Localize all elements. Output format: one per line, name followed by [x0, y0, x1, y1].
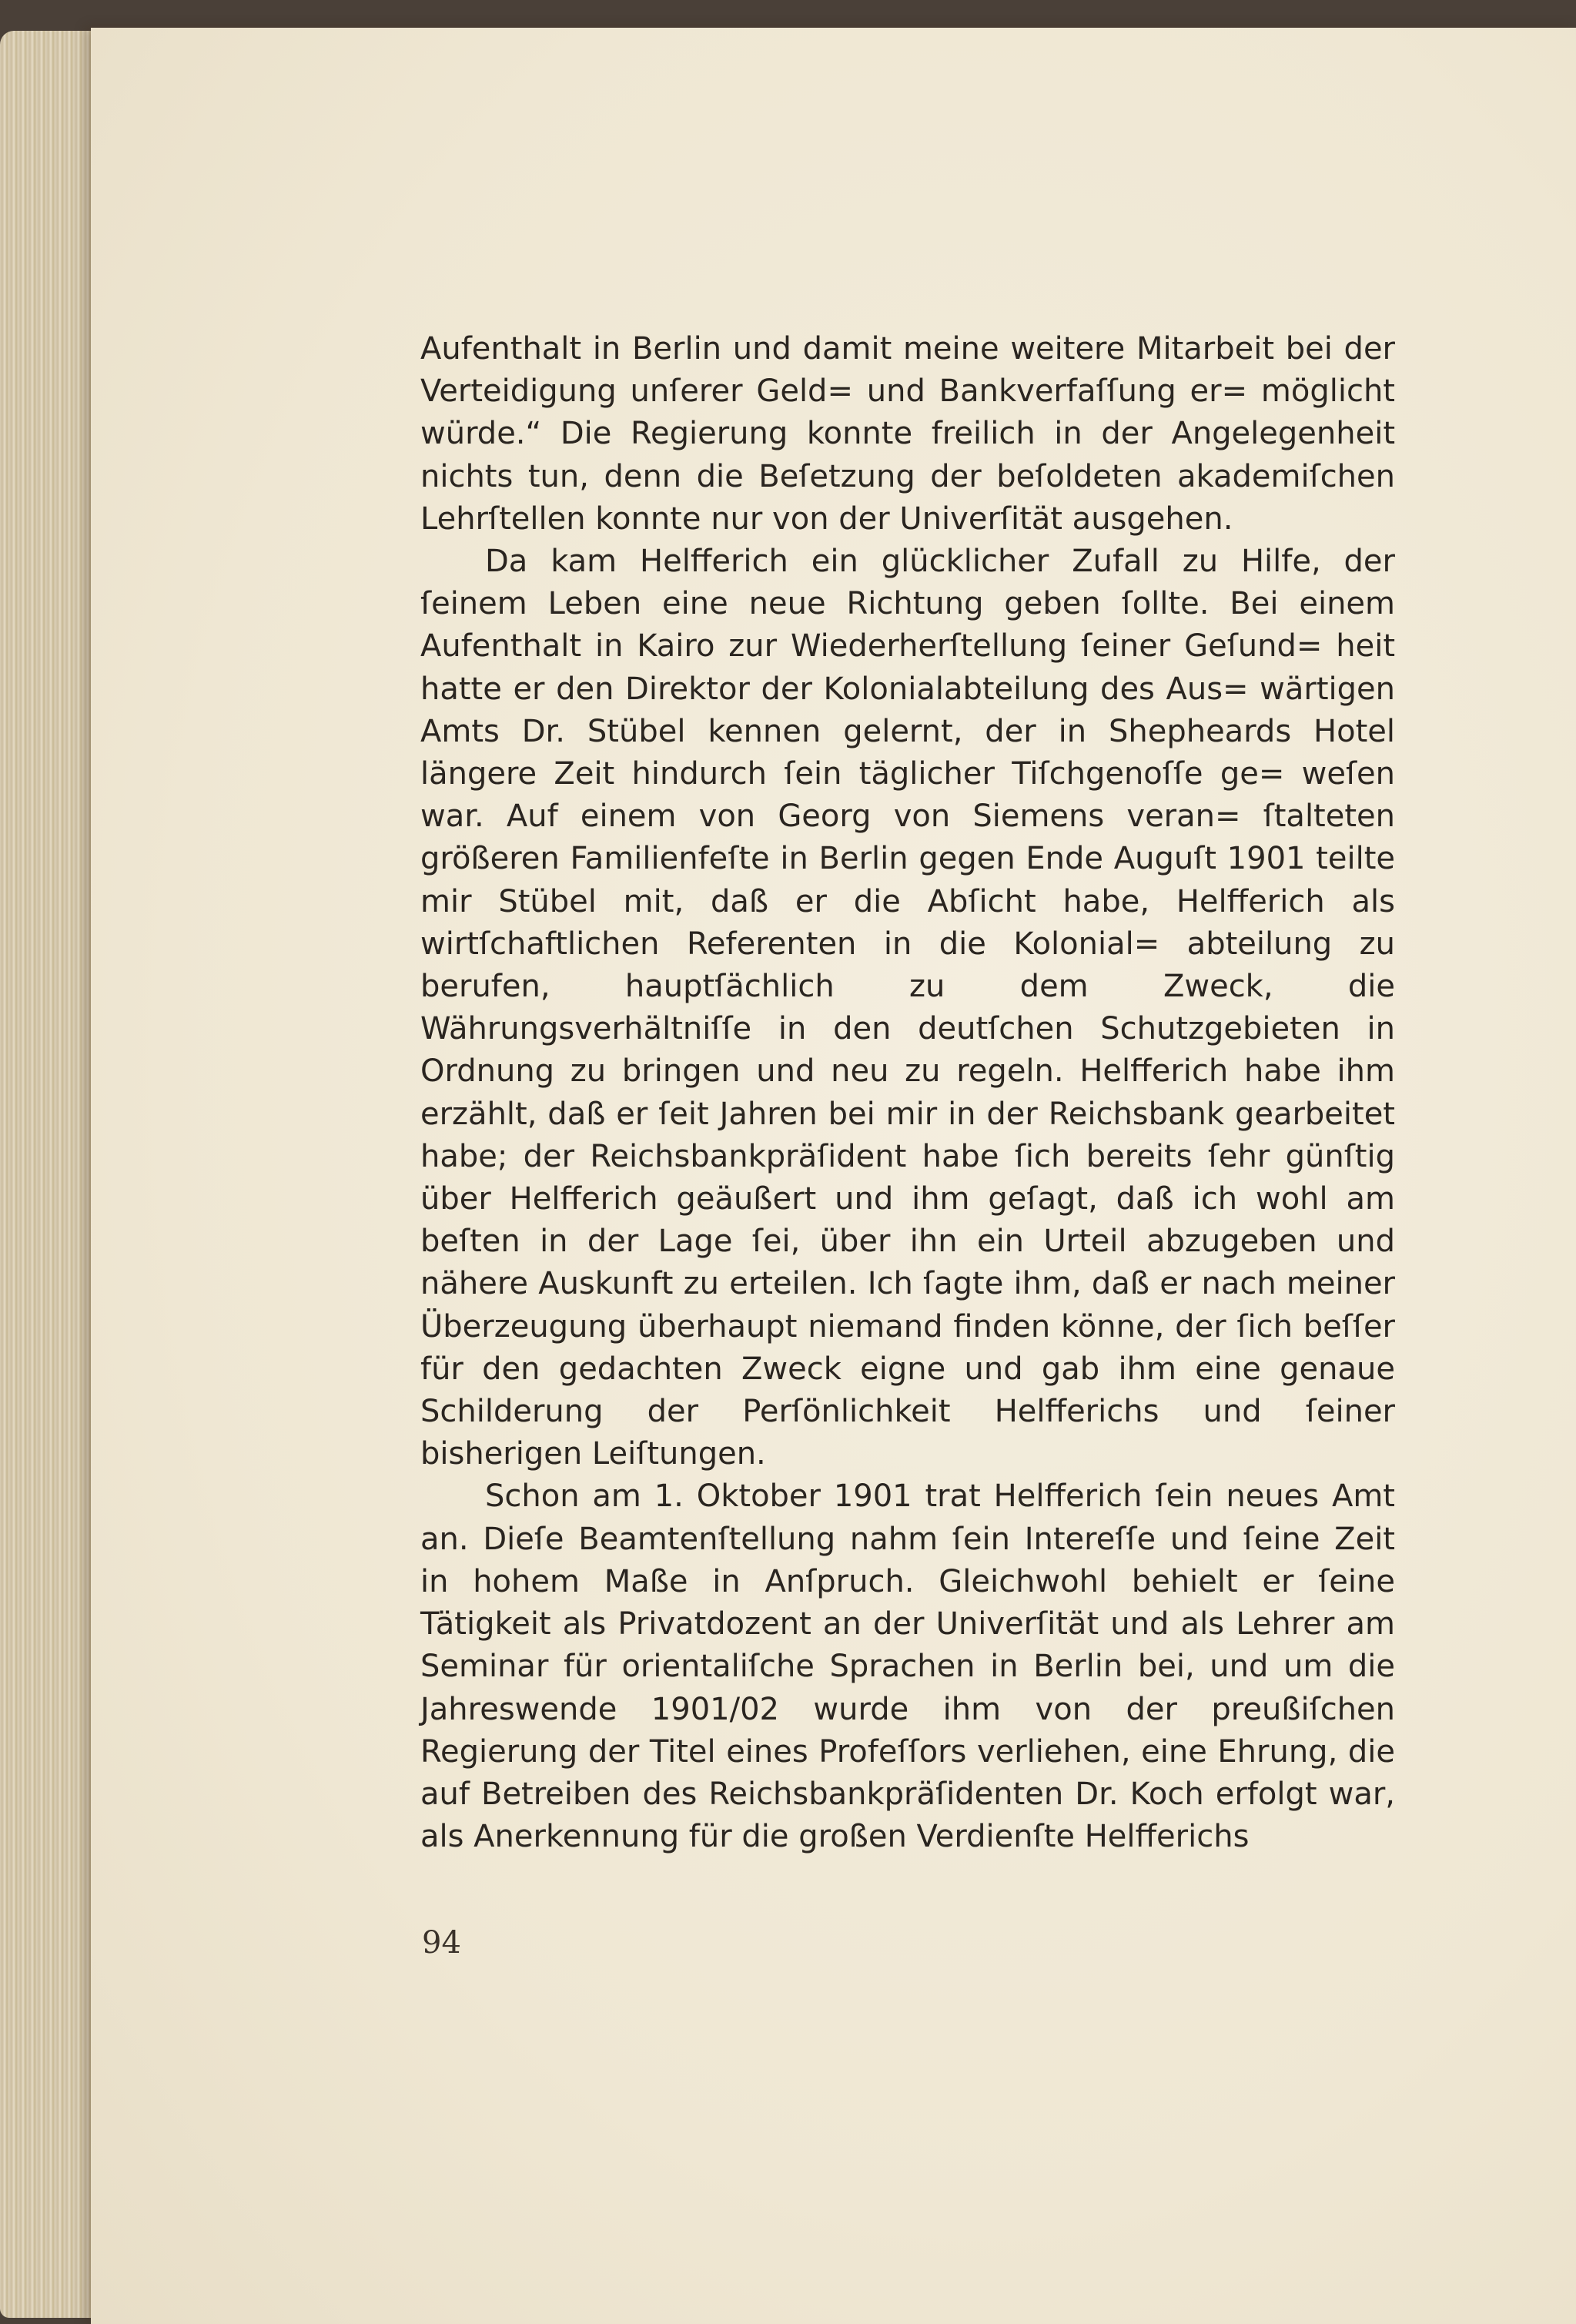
paragraph-1: Aufenthalt in Berlin und damit meine weitere Mitarbeit bei der Verteidigung unſerer Geld= und Bankverfaſſung er= möglicht würde.“ Die Regierung konnte freilich in der Angelegenheit nichts tun, denn die Beſetzung der beſoldeten akademiſchen Lehrſtellen konnte nur von der Univerſität ausgehen. — [420, 331, 1395, 537]
page-number: 94 — [422, 1925, 461, 1961]
body-text — [420, 328, 1395, 1858]
paragraph-2: Da kam Helfferich ein glücklicher Zufall zu Hilfe, der ſeinem Leben eine neue Richtung geben ſollte. Bei einem Aufenthalt in Kairo zur Wiederherſtellung ſeiner Geſund= heit hatte er den Direktor der Kolonialabteilung des Aus= wärtigen Amts Dr. Stübel kennen gelernt, der in Shepheards Hotel längere Zeit hindurch ſein täglicher Tiſchgenoſſe ge= weſen war. Auf einem von Georg von Siemens veran= ſtalteten größeren Familienfeſte in Berlin gegen Ende Auguſt 1901 teilte mir Stübel mit, daß er die Abſicht habe, Helfferich als wirtſchaftlichen Referenten in die Kolonial= abteilung zu berufen, hauptſächlich zu dem Zweck, die Währungsverhältniſſe in den deutſchen Schutzgebieten in Ordnung zu bringen und neu zu regeln. Helfferich habe ihm erzählt, daß er ſeit Jahren bei mir in der Reichsbank gearbeitet habe; der Reichsbankpräſident habe ſich bereits ſehr günſtig über Helfferich geäußert und ihm geſagt, daß ich wohl am beſten in der Lage ſei, über ihn ein Urteil abzugeben und nähere Auskunft zu erteilen. Ich ſagte ihm, daß er nach meiner Überzeugung überhaupt niemand finden könne, der ſich beſſer für den gedachten Zweck eigne und gab ihm eine genaue Schilderung der Perſönlichkeit Helfferichs und ſeiner bisherigen Leiſtungen. — [420, 544, 1395, 1472]
paragraph-3: Schon am 1. Oktober 1901 trat Helfferich ſein neues Amt an. Dieſe Beamtenſtellung nahm ſein Intereſſe und ſeine Zeit in hohem Maße in Anſpruch. Gleichwohl behielt er ſeine Tätigkeit als Privatdozent an der Univerſität und als Lehrer am Seminar für orientaliſche Sprachen in Berlin bei, und um die Jahreswende 1901/02 wurde ihm von der preußiſchen Regierung der Titel eines Profeſſors verliehen, eine Ehrung, die auf Betreiben des Reichsbankpräſidenten Dr. Koch erfolgt war, als Anerkennung für die großen Verdienſte Helfferichs — [420, 1478, 1395, 1855]
